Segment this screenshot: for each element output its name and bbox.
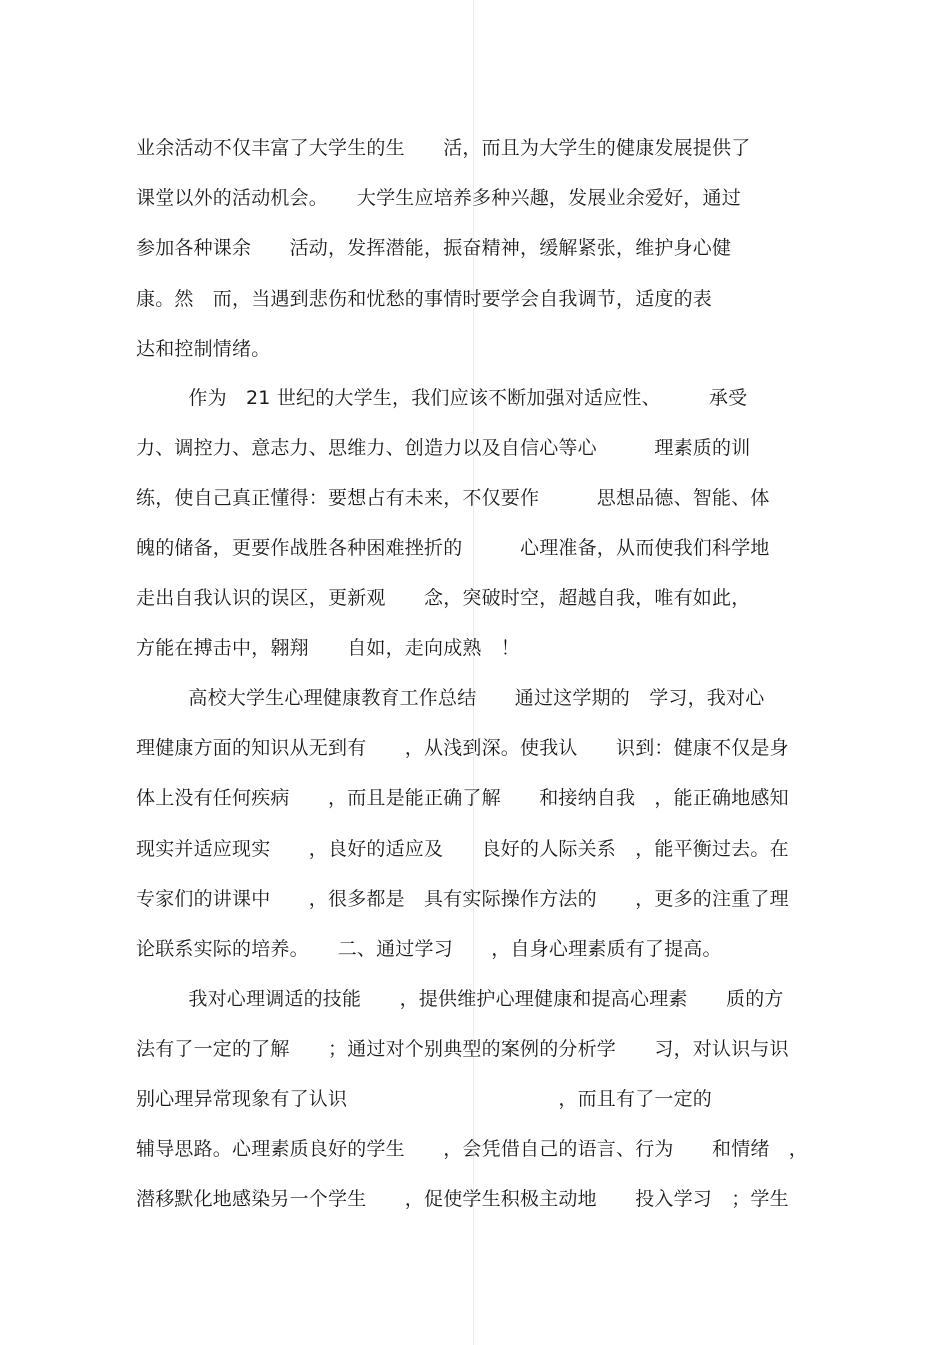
paragraph-line: 参加各种课余 活动，发挥潜能，振奋精神，缓解紧张，维护身心健 [136, 237, 732, 259]
paragraph-line: 别心理异常现象有了认识 ，而且有了一定的 [136, 1088, 713, 1110]
paragraph-line: 练，使自己真正懂得：要想占有未来，不仅要作 思想品德、智能、体 [136, 487, 770, 509]
paragraph-line: 现实并适应现实 ，良好的适应及 良好的人际关系 ，能平衡过去。在 [136, 838, 789, 860]
paragraph-line: 潜移默化地感染另一个学生 ，促使学生积极主动地 投入学习 ；学生 [136, 1188, 789, 1210]
paragraph-line: 课堂以外的活动机会。 大学生应培养多种兴趣，发展业余爱好，通过 [136, 187, 741, 209]
paragraph-line: 魄的储备，更要作战胜各种困难挫折的 心理准备，从而使我们科学地 [136, 537, 770, 559]
paragraph-line: 辅导思路。心理素质良好的学生 ，会凭借自己的语言、行为 和情绪 ， [136, 1138, 809, 1160]
paragraph-line: 高校大学生心理健康教育工作总结 通过这学期的 学习，我对心 [150, 687, 765, 709]
paragraph-line: 方能在搏击中，翱翔 自如，走向成熟 ！ [136, 637, 521, 659]
paragraph-line: 作为 21 世纪的大学生，我们应该不断加强对适应性、 承受 [150, 387, 748, 409]
paragraph-line: 理健康方面的知识从无到有 ，从浅到深。使我认 识到：健康不仅是身 [136, 737, 789, 759]
paragraph-line: 康。然 而，当遇到悲伤和忧愁的事情时要学会自我调节，适度的表 [136, 288, 713, 310]
paragraph-line: 论联系实际的培养。 二、通过学习 ，自身心理素质有了提高。 [136, 938, 722, 960]
paragraph-line: 专家们的讲课中 ，很多都是 具有实际操作方法的 ，更多的注重了理 [136, 888, 789, 910]
paragraph-line: 我对心理调适的技能 ，提供维护心理健康和提高心理素 质的方 [150, 988, 784, 1010]
paragraph-line: 走出自我认识的误区，更新观 念，突破时空，超越自我，唯有如此， [136, 587, 751, 609]
paragraph-line: 体上没有任何疾病 ，而且是能正确了解 和接纳自我 ，能正确地感知 [136, 787, 789, 809]
paragraph-line: 力、调控力、意志力、思维力、创造力以及自信心等心 理素质的训 [136, 437, 751, 459]
paragraph-line: 业余活动不仅丰富了大学生的生 活，而且为大学生的健康发展提供了 [136, 137, 751, 159]
paragraph-line: 法有了一定的了解 ；通过对个别典型的案例的分析学 习，对认识与识 [136, 1038, 789, 1060]
paragraph-line: 达和控制情绪。 [136, 338, 271, 360]
